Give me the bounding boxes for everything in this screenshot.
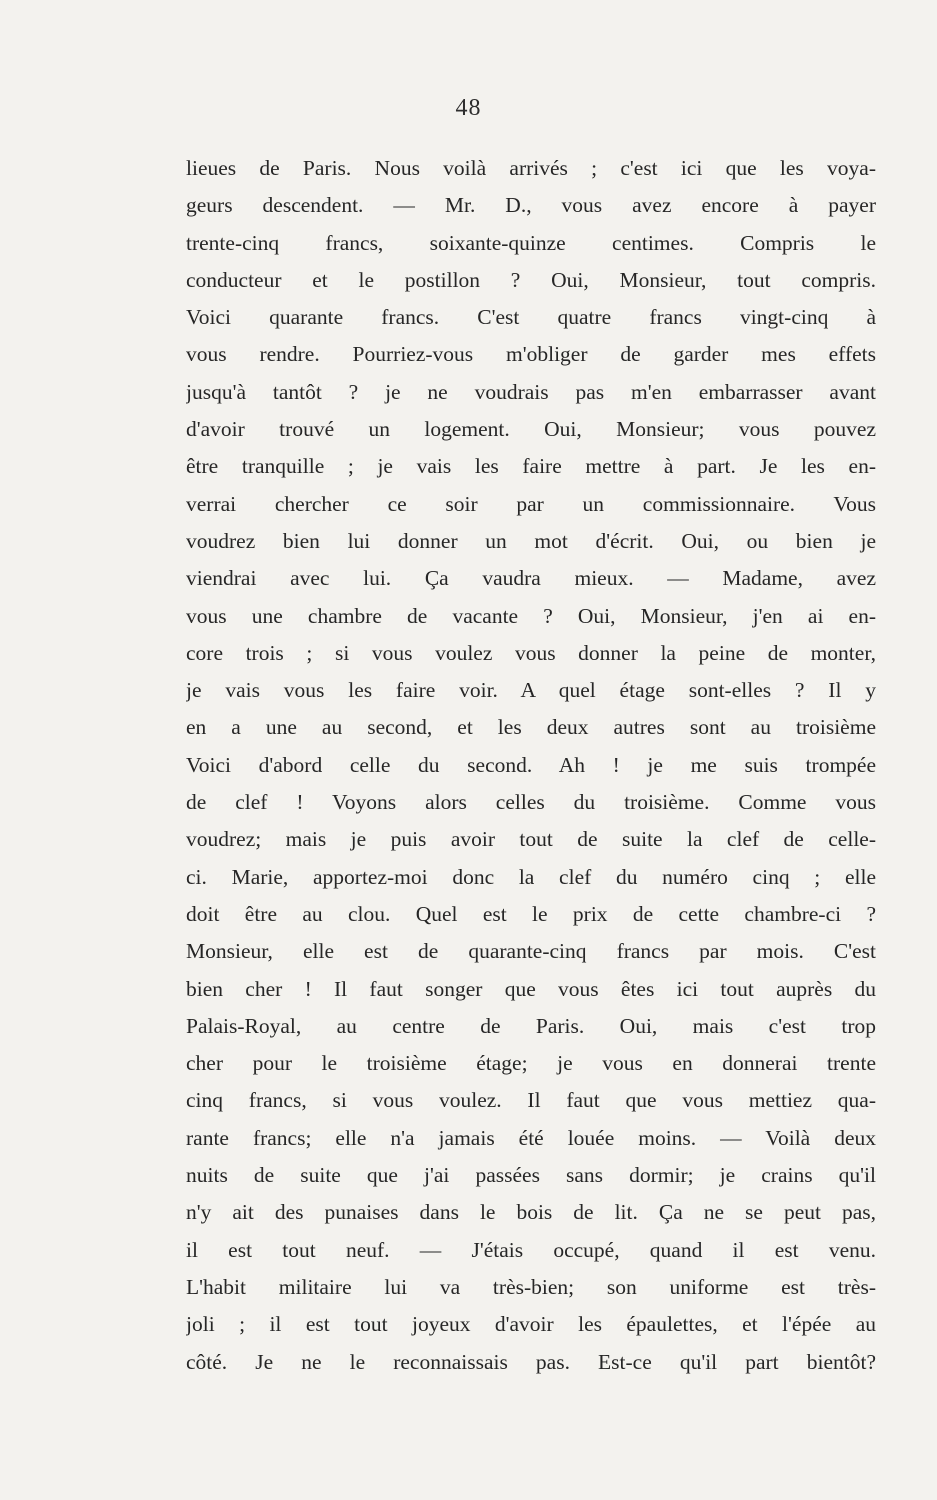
text-line: nuits de suite que j'ai passées sans dormir; je crains qu'il [186,1163,876,1188]
text-line: core trois ; si vous voulez vous donner la peine de monter, [186,640,876,665]
text-line: Palais-Royal, au centre de Paris. Oui, mais c'est trop [186,1013,876,1038]
text-line: Monsieur, elle est de quarante-cinq francs par mois. C'est [186,939,876,964]
text-line: joli ; il est tout joyeux d'avoir les épaulettes, et l'épée au [186,1312,876,1337]
text-line: cher pour le troisième étage; je vous en donnerai trente [186,1051,876,1076]
text-line: rante francs; elle n'a jamais été louée moins. — Voilà deux [186,1125,876,1150]
page-number: 48 [455,95,482,121]
text-line: L'habit militaire lui va très-bien; son uniforme est très- [186,1274,876,1299]
text-line: être tranquille ; je vais les faire mettre à part. Je les en- [186,454,876,479]
text-line: il est tout neuf. — J'étais occupé, quand il est venu. [186,1237,876,1262]
text-line: geurs descendent. — Mr. D., vous avez encore à payer [186,193,876,218]
text-line: trente-cinq francs, soixante-quinze centimes. Compris le [186,230,876,255]
text-line: doit être au clou. Quel est le prix de cette chambre-ci ? [186,901,876,926]
text-line: voudrez bien lui donner un mot d'écrit. Oui, ou bien je [186,528,876,553]
text-line: ci. Marie, apportez-moi donc la clef du numéro cinq ; elle [186,864,876,889]
text-line: bien cher ! Il faut songer que vous êtes ici tout auprès du [186,976,876,1001]
text-line: conducteur et le postillon ? Oui, Monsieur, tout compris. [186,267,876,292]
text-line: en a une au second, et les deux autres sont au troisième [186,715,876,740]
text-line: je vais vous les faire voir. A quel étage sont-elles ? Il y [186,678,876,703]
text-line: côté. Je ne le reconnaissais pas. Est-ce qu'il part bientôt? [186,1349,876,1374]
text-line: lieues de Paris. Nous voilà arrivés ; c'est ici que les voya- [186,156,876,180]
text-line: viendrai avec lui. Ça vaudra mieux. — Madame, avez [186,566,876,591]
text-line: vous une chambre de vacante ? Oui, Monsieur, j'en ai en- [186,603,876,628]
text-line: de clef ! Voyons alors celles du troisième. Comme vous [186,790,876,815]
text-line: vous rendre. Pourriez-vous m'obliger de garder mes effets [186,342,876,367]
text-line: jusqu'à tantôt ? je ne voudrais pas m'en embarrasser avant [186,379,876,404]
body-text [186,150,876,1381]
text-line: verrai chercher ce soir par un commissionnaire. Vous [186,491,876,516]
text-line: voudrez; mais je puis avoir tout de suite la clef de celle- [186,827,876,852]
text-line: n'y ait des punaises dans le bois de lit. Ça ne se peut pas, [186,1200,876,1225]
text-line: d'avoir trouvé un logement. Oui, Monsieur; vous pouvez [186,417,876,442]
text-line: cinq francs, si vous voulez. Il faut que vous mettiez qua- [186,1088,876,1113]
text-line: Voici quarante francs. C'est quatre francs vingt-cinq à [186,305,876,330]
text-line: Voici d'abord celle du second. Ah ! je me suis trompée [186,752,876,777]
